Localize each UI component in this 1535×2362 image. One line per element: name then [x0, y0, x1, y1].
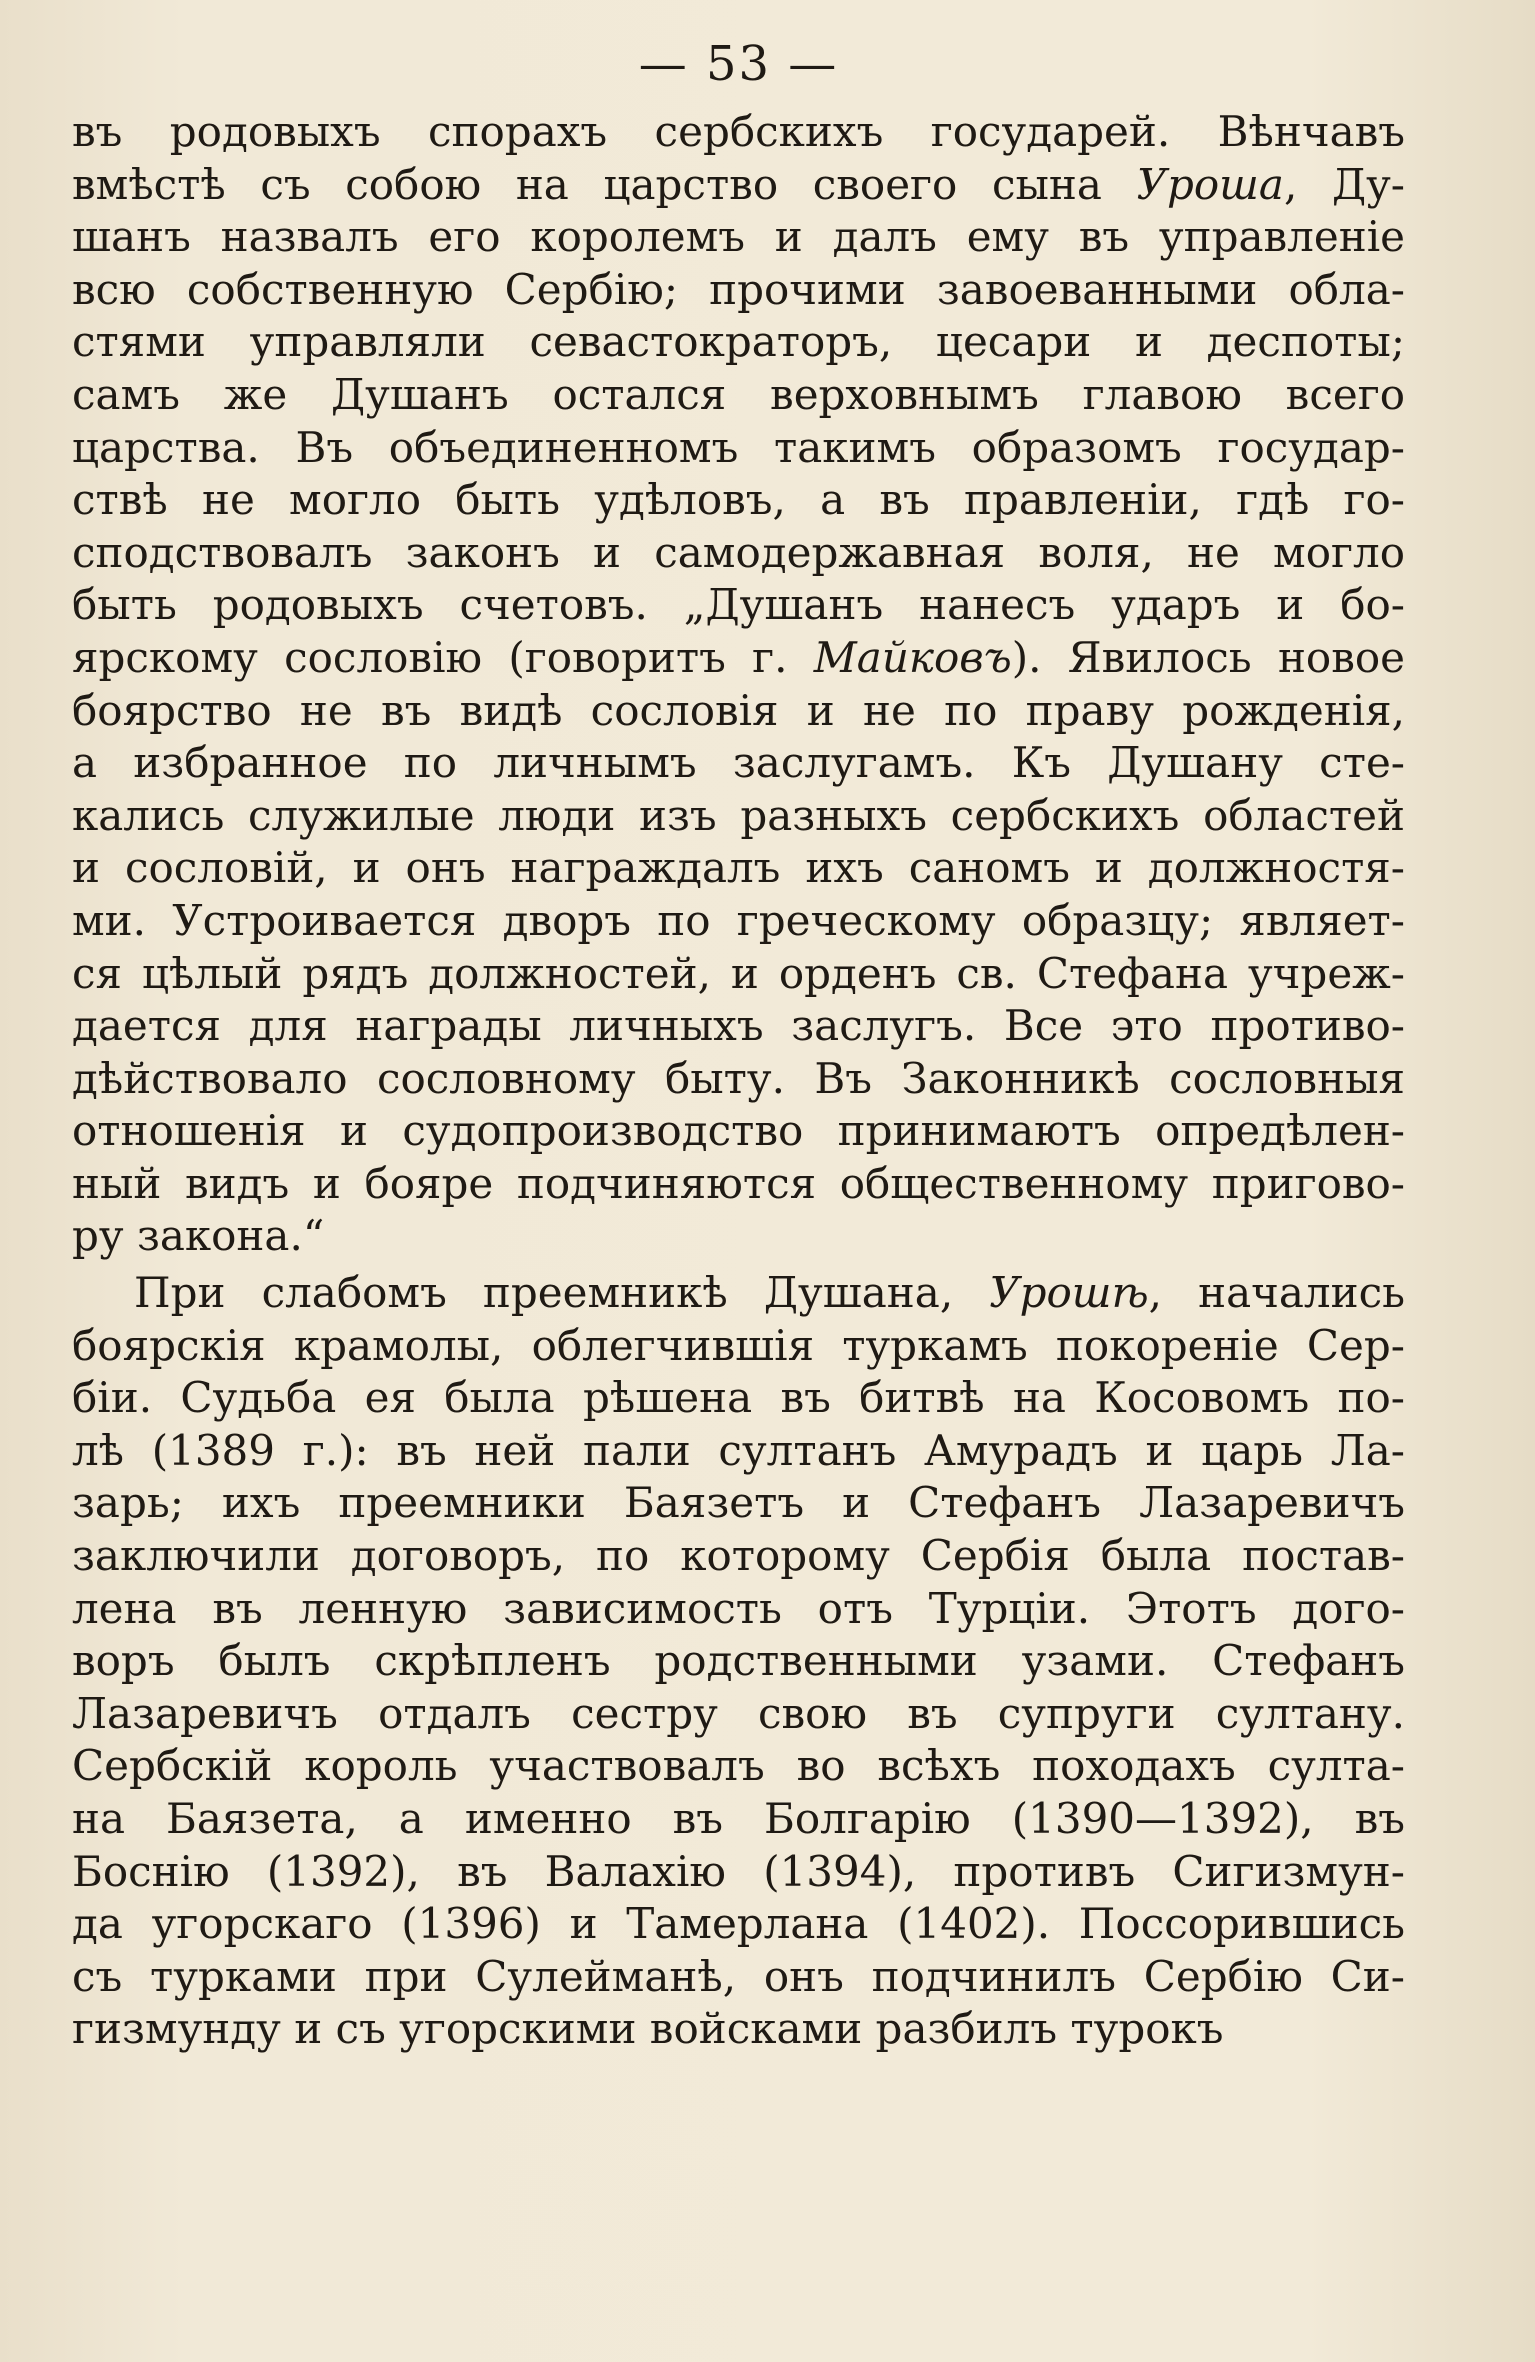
text-line: стями управляли севастократоръ, цесари и деспоты; — [72, 317, 1405, 367]
page-number: — 53 — — [638, 36, 839, 92]
text-line: лѣ (1389 г.): въ ней пали султанъ Амурадъ и царь Ла- — [72, 1425, 1405, 1475]
text-line: воръ былъ скрѣпленъ родственными узами. Стефанъ — [72, 1636, 1405, 1686]
text-line: біи. Судьба ея была рѣшена въ битвѣ на Косовомъ по- — [72, 1373, 1405, 1423]
text-line: гизмунду и съ угорскими войсками разбилъ турокъ — [72, 2004, 1224, 2054]
text-line: дѣйствовало сословному быту. Въ Законникѣ сословныя — [72, 1053, 1405, 1103]
text-line: всю собственную Сербію; прочими завоеванными обла- — [72, 264, 1405, 314]
text-line: кались служилые люди изъ разныхъ сербскихъ областей — [72, 790, 1405, 840]
italic-name: Уроша — [1136, 159, 1284, 209]
text-line: отношенія и судопроизводство принимаютъ опредѣлен- — [72, 1106, 1405, 1156]
text-line: а избранное по личнымъ заслугамъ. Къ Душану сте- — [72, 738, 1405, 788]
text-line: ный видъ и бояре подчиняются общественному пригово- — [72, 1158, 1405, 1208]
text-line: лена въ ленную зависимость отъ Турціи. Этотъ дого- — [72, 1583, 1405, 1633]
text-line: Боснію (1392), въ Валахію (1394), противъ Сигизмун- — [72, 1846, 1405, 1896]
text-line: быть родовыхъ счетовъ. „Душанъ нанесъ ударъ и бо- — [72, 580, 1405, 630]
italic-name: Урошѣ — [989, 1268, 1149, 1318]
text-line: сподствовалъ законъ и самодержавная воля, не могло — [72, 527, 1405, 577]
text-line: да угорскаго (1396) и Тамерлана (1402). Поссорившись — [72, 1899, 1405, 1949]
text-line: заключили договоръ, по которому Сербія была постав- — [72, 1531, 1405, 1581]
text-line: При слабомъ преемникѣ Душана, Урошѣ, начались — [134, 1268, 1405, 1318]
text-line: съ турками при Сулейманѣ, онъ подчинилъ Сербію Си- — [72, 1951, 1405, 2001]
paragraph — [72, 1267, 1405, 2056]
paragraph — [72, 106, 1405, 1263]
text-line: боярство не въ видѣ сословія и не по праву рожденія, — [72, 685, 1405, 735]
body-text — [72, 106, 1405, 2056]
text-line: ствѣ не могло быть удѣловъ, а въ правленіи, гдѣ го- — [72, 475, 1405, 525]
text-line: зарь; ихъ преемники Баязетъ и Стефанъ Лазаревичъ — [72, 1478, 1405, 1528]
text-line: вмѣстѣ съ собою на царство своего сына Уроша, Ду- — [72, 159, 1405, 209]
text-line: царства. Въ объединенномъ такимъ образомъ государ- — [72, 422, 1405, 472]
text-line: Сербскій король участвовалъ во всѣхъ походахъ султа- — [72, 1741, 1405, 1791]
text-line: шанъ назвалъ его королемъ и далъ ему въ управленіе — [72, 212, 1405, 262]
italic-name: Майковъ — [813, 632, 1012, 682]
text-line: въ родовыхъ спорахъ сербскихъ государей. Вѣнчавъ — [72, 107, 1405, 156]
text-line: ся цѣлый рядъ должностей, и орденъ св. Стефана учреж- — [72, 948, 1405, 998]
text-line: и сословій, и онъ награждалъ ихъ саномъ и должностя- — [72, 843, 1405, 893]
text-line: ру закона.“ — [72, 1211, 325, 1261]
text-line: самъ же Душанъ остался верховнымъ главою всего — [72, 369, 1405, 419]
text-line: дается для награды личныхъ заслугъ. Все это противо- — [72, 1001, 1405, 1051]
text-line: боярскія крамолы, облегчившія туркамъ покореніе Сер- — [72, 1320, 1405, 1370]
text-line: ми. Устроивается дворъ по греческому образцу; являет- — [72, 895, 1405, 945]
text-line: на Баязета, а именно въ Болгарію (1390—1392), въ — [72, 1794, 1405, 1843]
text-line: Лазаревичъ отдалъ сестру свою въ супруги султану. — [72, 1688, 1405, 1738]
text-line: ярскому сословію (говоритъ г. Майковъ). Явилось новое — [72, 632, 1405, 682]
